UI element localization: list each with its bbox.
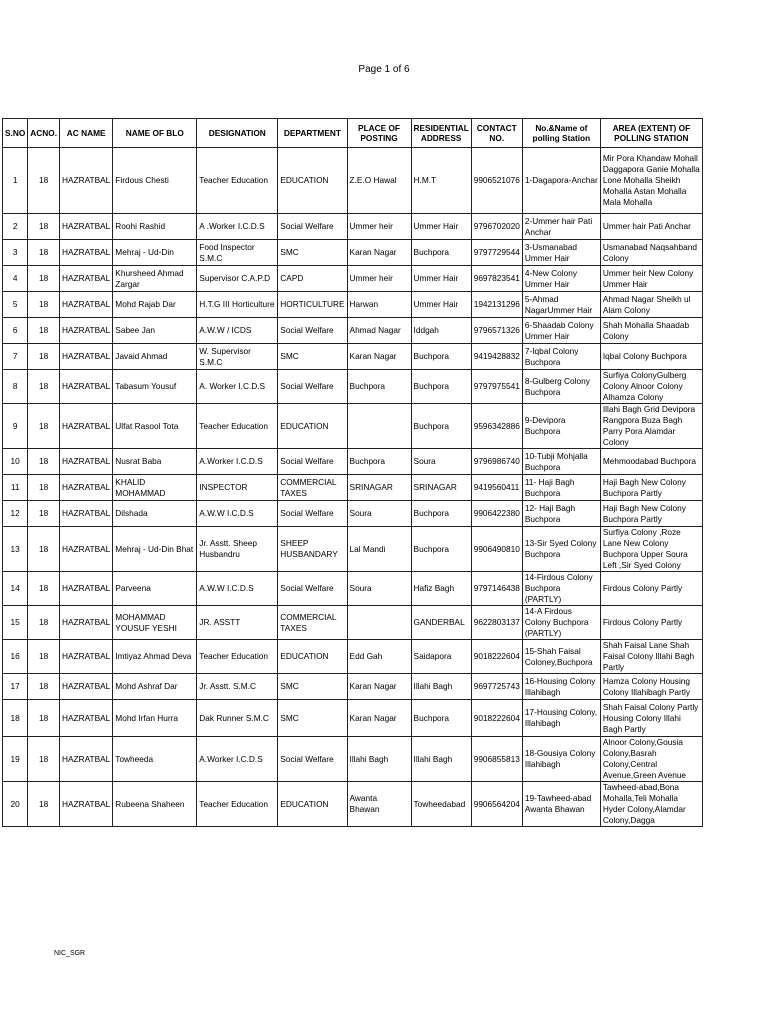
cell-address: Ummer Hair <box>411 266 471 292</box>
cell-area: Ummer hair Pati Anchar <box>600 214 702 240</box>
cell-ac-name: HAZRATBAL <box>60 527 113 572</box>
cell-polling-station: 5-Ahmad NagarUmmer Hair <box>522 292 600 318</box>
table-header-row <box>3 119 703 148</box>
cell-area: Ummer heir New Colony Ummer Hair <box>600 266 702 292</box>
cell-department: Social Welfare <box>278 318 347 344</box>
cell-designation: Dak Runner S.M.C <box>197 700 278 737</box>
cell-posting: Harwan <box>347 292 411 318</box>
cell-sno: 19 <box>3 737 28 782</box>
cell-department: Social Welfare <box>278 370 347 404</box>
cell-contact: 9796986740 <box>471 449 522 475</box>
table-row <box>3 674 703 700</box>
cell-designation: INSPECTOR <box>197 475 278 501</box>
cell-polling-station: 6-Shaadab Colony Ummer Hair <box>522 318 600 344</box>
cell-sno: 4 <box>3 266 28 292</box>
cell-acno: 18 <box>28 572 60 606</box>
cell-blo-name: Mehraj - Ud-Din Bhat <box>113 527 197 572</box>
cell-polling-station: 14-A Firdous Colony Buchpora (PARTLY) <box>522 606 600 640</box>
cell-ac-name: HAZRATBAL <box>60 370 113 404</box>
cell-ac-name: HAZRATBAL <box>60 700 113 737</box>
cell-acno: 18 <box>28 318 60 344</box>
cell-contact: 9596342886 <box>471 404 522 449</box>
cell-designation: Teacher Education <box>197 640 278 674</box>
table-row <box>3 640 703 674</box>
cell-acno: 18 <box>28 475 60 501</box>
cell-area: Tawheed-abad,Bona Mohalla,Teli Mohalla Hyder Colony,Alamdar Colony,Dagga <box>600 782 702 827</box>
cell-posting: Z.E.O Hawal <box>347 148 411 214</box>
cell-department: COMMERCIAL TAXES <box>278 475 347 501</box>
cell-blo-name: Mohd Irfan Hurra <box>113 700 197 737</box>
cell-address: Towheedabad <box>411 782 471 827</box>
col-header-residential-address: RESIDENTIAL ADDRESS <box>411 119 471 148</box>
cell-ac-name: HAZRATBAL <box>60 674 113 700</box>
cell-designation: A. Worker I.C.D.S <box>197 370 278 404</box>
cell-sno: 12 <box>3 501 28 527</box>
cell-posting: Ummer heir <box>347 214 411 240</box>
cell-sno: 2 <box>3 214 28 240</box>
cell-area: Mehmoodabad Buchpora <box>600 449 702 475</box>
cell-area: Mir Pora Khandaw Mohall Daggapora Ganie Mohalla Lone Mohalla Sheikh Mohalla Astan Mohalla Mala Mohalla <box>600 148 702 214</box>
cell-posting: Soura <box>347 572 411 606</box>
cell-posting: SRINAGAR <box>347 475 411 501</box>
cell-posting: Buchpora <box>347 449 411 475</box>
table-row <box>3 404 703 449</box>
col-header-polling-station: No.&Name of polling Station <box>522 119 600 148</box>
cell-designation: A.W.W I.C.D.S <box>197 501 278 527</box>
cell-blo-name: Mehraj - Ud-Din <box>113 240 197 266</box>
cell-address: Ummer Hair <box>411 292 471 318</box>
cell-sno: 13 <box>3 527 28 572</box>
cell-posting: Karan Nagar <box>347 674 411 700</box>
cell-contact: 9419560411 <box>471 475 522 501</box>
cell-contact: 9906855813 <box>471 737 522 782</box>
cell-acno: 18 <box>28 148 60 214</box>
cell-sno: 5 <box>3 292 28 318</box>
cell-ac-name: HAZRATBAL <box>60 214 113 240</box>
cell-area: Surfiya Colony ,Roze Lane New Colony Buchpora Upper Soura Left ,Sir Syed Colony <box>600 527 702 572</box>
cell-area: Firdous Colony Partly <box>600 572 702 606</box>
cell-ac-name: HAZRATBAL <box>60 240 113 266</box>
cell-sno: 9 <box>3 404 28 449</box>
cell-ac-name: HAZRATBAL <box>60 266 113 292</box>
cell-contact: 1942131296 <box>471 292 522 318</box>
table-row <box>3 240 703 266</box>
cell-polling-station: 11- Haji Bagh Buchpora <box>522 475 600 501</box>
cell-department: Social Welfare <box>278 449 347 475</box>
cell-acno: 18 <box>28 292 60 318</box>
col-header-designation: DESIGNATION <box>197 119 278 148</box>
cell-designation: A.W.W / ICDS <box>197 318 278 344</box>
col-header-contact-no: CONTACT NO. <box>471 119 522 148</box>
cell-designation: A .Worker I.C.D.S <box>197 214 278 240</box>
cell-sno: 8 <box>3 370 28 404</box>
cell-acno: 18 <box>28 640 60 674</box>
cell-ac-name: HAZRATBAL <box>60 782 113 827</box>
cell-acno: 18 <box>28 501 60 527</box>
cell-blo-name: Ulfat Rasool Tota <box>113 404 197 449</box>
cell-area: Firdous Colony Partly <box>600 606 702 640</box>
cell-address: H.M.T <box>411 148 471 214</box>
cell-posting <box>347 606 411 640</box>
cell-blo-name: Tabasum Yousuf <box>113 370 197 404</box>
cell-sno: 3 <box>3 240 28 266</box>
cell-address: GANDERBAL <box>411 606 471 640</box>
cell-area: Shah Mohalla Shaadab Colony <box>600 318 702 344</box>
cell-posting: Karan Nagar <box>347 240 411 266</box>
col-header-sno: S.NO <box>3 119 28 148</box>
cell-posting: Buchpora <box>347 370 411 404</box>
cell-address: Illahi Bagh <box>411 674 471 700</box>
cell-department: EDUCATION <box>278 148 347 214</box>
page-number: Page 1 of 6 <box>358 64 410 75</box>
table-row <box>3 572 703 606</box>
cell-polling-station: 3-Usmanabad Ummer Hair <box>522 240 600 266</box>
cell-contact: 9622803137 <box>471 606 522 640</box>
col-header-name-of-blo: NAME OF BLO <box>113 119 197 148</box>
cell-blo-name: MOHAMMAD YOUSUF YESHI <box>113 606 197 640</box>
cell-contact: 9018222604 <box>471 640 522 674</box>
cell-department: Social Welfare <box>278 501 347 527</box>
cell-area: Shah Faisal Lane Shah Faisal Colony Illahi Bagh Partly <box>600 640 702 674</box>
cell-department: SMC <box>278 240 347 266</box>
cell-department: SMC <box>278 344 347 370</box>
cell-contact: 9906521076 <box>471 148 522 214</box>
cell-ac-name: HAZRATBAL <box>60 292 113 318</box>
table-row <box>3 370 703 404</box>
cell-department: Social Welfare <box>278 737 347 782</box>
cell-designation: JR. ASSTT <box>197 606 278 640</box>
cell-sno: 20 <box>3 782 28 827</box>
cell-ac-name: HAZRATBAL <box>60 572 113 606</box>
cell-polling-station: 17-Housing Colony, Illahibagh <box>522 700 600 737</box>
cell-address: Buchpora <box>411 404 471 449</box>
cell-posting: Edd Gah <box>347 640 411 674</box>
cell-address: Ummer Hair <box>411 214 471 240</box>
table-row <box>3 344 703 370</box>
cell-department: Social Welfare <box>278 572 347 606</box>
cell-department: Social Welfare <box>278 214 347 240</box>
cell-posting: Soura <box>347 501 411 527</box>
cell-sno: 6 <box>3 318 28 344</box>
cell-contact: 9906490810 <box>471 527 522 572</box>
cell-polling-station: 4-New Colony Ummer Hair <box>522 266 600 292</box>
cell-sno: 1 <box>3 148 28 214</box>
cell-ac-name: HAZRATBAL <box>60 148 113 214</box>
cell-polling-station: 7-Iqbal Colony Buchpora <box>522 344 600 370</box>
cell-department: CAPD <box>278 266 347 292</box>
cell-address: Hafiz Bagh <box>411 572 471 606</box>
cell-acno: 18 <box>28 527 60 572</box>
cell-sno: 16 <box>3 640 28 674</box>
table-row <box>3 266 703 292</box>
cell-blo-name: Sabee Jan <box>113 318 197 344</box>
cell-sno: 15 <box>3 606 28 640</box>
cell-acno: 18 <box>28 700 60 737</box>
cell-posting: Ahmad Nagar <box>347 318 411 344</box>
cell-posting: Awanta Bhawan <box>347 782 411 827</box>
table-row <box>3 318 703 344</box>
cell-contact: 9797729544 <box>471 240 522 266</box>
table-row <box>3 475 703 501</box>
footer-code: NIC_SGR <box>54 950 86 957</box>
cell-contact: 9906564204 <box>471 782 522 827</box>
cell-designation: Teacher Education <box>197 404 278 449</box>
table-row <box>3 292 703 318</box>
cell-acno: 18 <box>28 606 60 640</box>
cell-address: Buchpora <box>411 344 471 370</box>
col-header-acno: ACNO. <box>28 119 60 148</box>
cell-blo-name: Mohd Rajab Dar <box>113 292 197 318</box>
table-row <box>3 148 703 214</box>
cell-contact: 9906422380 <box>471 501 522 527</box>
cell-designation: Teacher Education <box>197 782 278 827</box>
cell-contact: 9797146438 <box>471 572 522 606</box>
cell-address: Soura <box>411 449 471 475</box>
cell-sno: 18 <box>3 700 28 737</box>
col-header-area-extent: AREA (EXTENT) OF POLLING STATION <box>600 119 702 148</box>
cell-address: Saidapora <box>411 640 471 674</box>
cell-acno: 18 <box>28 344 60 370</box>
cell-sno: 14 <box>3 572 28 606</box>
cell-acno: 18 <box>28 370 60 404</box>
cell-address: Buchpora <box>411 700 471 737</box>
col-header-place-of-posting: PLACE OF POSTING <box>347 119 411 148</box>
col-header-ac-name: AC NAME <box>60 119 113 148</box>
cell-acno: 18 <box>28 240 60 266</box>
cell-polling-station: 14-Firdous Colony Buchpora (PARTLY) <box>522 572 600 606</box>
table-row <box>3 527 703 572</box>
cell-acno: 18 <box>28 737 60 782</box>
cell-address: Buchpora <box>411 527 471 572</box>
cell-acno: 18 <box>28 674 60 700</box>
cell-acno: 18 <box>28 404 60 449</box>
cell-blo-name: Firdous Chesti <box>113 148 197 214</box>
cell-polling-station: 9-Devipora Buchpora <box>522 404 600 449</box>
cell-designation: Food Inspector S.M.C <box>197 240 278 266</box>
cell-department: SMC <box>278 700 347 737</box>
cell-address: Buchpora <box>411 370 471 404</box>
cell-polling-station: 13-Sir Syed Colony Buchpora <box>522 527 600 572</box>
cell-acno: 18 <box>28 782 60 827</box>
cell-ac-name: HAZRATBAL <box>60 606 113 640</box>
cell-department: SMC <box>278 674 347 700</box>
cell-contact: 9796571326 <box>471 318 522 344</box>
cell-department: EDUCATION <box>278 782 347 827</box>
cell-sno: 7 <box>3 344 28 370</box>
cell-area: Alnoor Colony,Gousia Colony,Basrah Colony,Central Avenue,Green Avenue <box>600 737 702 782</box>
cell-contact: 9796702020 <box>471 214 522 240</box>
cell-designation: Teacher Education <box>197 148 278 214</box>
cell-department: SHEEP HUSBANDARY <box>278 527 347 572</box>
cell-polling-station: 16-Housing Colony Illahibagh <box>522 674 600 700</box>
cell-blo-name: Towheeda <box>113 737 197 782</box>
cell-area: Shah Faisal Colony Partly Housing Colony Illahi Bagh Partly <box>600 700 702 737</box>
cell-address: SRINAGAR <box>411 475 471 501</box>
cell-area: Illahi Bagh Grid Devipora Rangpora Buza Bagh Parry Pora Alamdar Colony <box>600 404 702 449</box>
cell-polling-station: 18-Gousiya Colony Illahibagh <box>522 737 600 782</box>
cell-ac-name: HAZRATBAL <box>60 640 113 674</box>
cell-designation: Jr. Asstt. S.M.C <box>197 674 278 700</box>
cell-address: Iddgah <box>411 318 471 344</box>
cell-acno: 18 <box>28 214 60 240</box>
cell-area: Hamza Colony Housing Colony Illahibagh Partly <box>600 674 702 700</box>
cell-ac-name: HAZRATBAL <box>60 737 113 782</box>
cell-contact: 9797975541 <box>471 370 522 404</box>
cell-area: Ahmad Nagar Sheikh ul Alam Colony <box>600 292 702 318</box>
cell-area: Haji Bagh New Colony Buchpora Partly <box>600 475 702 501</box>
cell-posting <box>347 404 411 449</box>
cell-designation: A.W.W I.C.D.S <box>197 572 278 606</box>
cell-polling-station: 15-Shah Faisal Coloney,Buchpora <box>522 640 600 674</box>
table-row <box>3 700 703 737</box>
cell-polling-station: 19-Tawheed-abad Awanta Bhawan <box>522 782 600 827</box>
cell-designation: Supervisor C.A.P.D <box>197 266 278 292</box>
cell-ac-name: HAZRATBAL <box>60 344 113 370</box>
cell-designation: W. Supervisor S.M.C <box>197 344 278 370</box>
cell-department: COMMERCIAL TAXES <box>278 606 347 640</box>
cell-ac-name: HAZRATBAL <box>60 449 113 475</box>
cell-designation: H.T.G III Horticulture <box>197 292 278 318</box>
cell-blo-name: Rubeena Shaheen <box>113 782 197 827</box>
cell-blo-name: Parveena <box>113 572 197 606</box>
cell-blo-name: Dilshada <box>113 501 197 527</box>
cell-polling-station: 1-Dagapora-Anchar <box>522 148 600 214</box>
cell-contact: 9697725743 <box>471 674 522 700</box>
cell-contact: 9419428832 <box>471 344 522 370</box>
table-row <box>3 606 703 640</box>
cell-contact: 9697823541 <box>471 266 522 292</box>
cell-acno: 18 <box>28 449 60 475</box>
cell-contact: 9018222604 <box>471 700 522 737</box>
cell-blo-name: Javaid Ahmad <box>113 344 197 370</box>
cell-sno: 17 <box>3 674 28 700</box>
cell-address: Buchpora <box>411 240 471 266</box>
cell-acno: 18 <box>28 266 60 292</box>
table-row <box>3 737 703 782</box>
cell-polling-station: 8-Gulberg Colony Buchpora <box>522 370 600 404</box>
cell-posting: Illahi Bagh <box>347 737 411 782</box>
cell-address: Illahi Bagh <box>411 737 471 782</box>
cell-designation: A.Worker I.C.D.S <box>197 737 278 782</box>
cell-blo-name: Roohi Rashid <box>113 214 197 240</box>
cell-department: HORTICULTURE <box>278 292 347 318</box>
cell-posting: Lal Mandi <box>347 527 411 572</box>
cell-blo-name: Nusrat Baba <box>113 449 197 475</box>
table-row <box>3 782 703 827</box>
cell-blo-name: Mohd Ashraf Dar <box>113 674 197 700</box>
cell-ac-name: HAZRATBAL <box>60 318 113 344</box>
cell-blo-name: Imtiyaz Ahmad Deva <box>113 640 197 674</box>
cell-sno: 10 <box>3 449 28 475</box>
cell-polling-station: 12- Haji Bagh Buchpora <box>522 501 600 527</box>
cell-blo-name: KHALID MOHAMMAD <box>113 475 197 501</box>
cell-blo-name: Khursheed Ahmad Zargar <box>113 266 197 292</box>
cell-designation: Jr. Asstt. Sheep Husbandru <box>197 527 278 572</box>
cell-department: EDUCATION <box>278 640 347 674</box>
cell-area: Surfiya ColonyGulberg Colony Alnoor Colony Alhamza Colony <box>600 370 702 404</box>
blo-table <box>2 118 703 827</box>
table-row <box>3 501 703 527</box>
cell-posting: Karan Nagar <box>347 700 411 737</box>
cell-posting: Karan Nagar <box>347 344 411 370</box>
cell-area: Iqbal Colony Buchpora <box>600 344 702 370</box>
cell-posting: Ummer heir <box>347 266 411 292</box>
cell-area: Haji Bagh New Colony Buchpora Partly <box>600 501 702 527</box>
table-row <box>3 214 703 240</box>
cell-area: Usmanabad Naqsahband Colony <box>600 240 702 266</box>
cell-sno: 11 <box>3 475 28 501</box>
cell-ac-name: HAZRATBAL <box>60 404 113 449</box>
cell-address: Buchpora <box>411 501 471 527</box>
cell-polling-station: 10-Tubji Mohjalla Buchpora <box>522 449 600 475</box>
cell-polling-station: 2-Ummer hair Pati Anchar <box>522 214 600 240</box>
col-header-department: DEPARTMENT <box>278 119 347 148</box>
cell-department: EDUCATION <box>278 404 347 449</box>
cell-ac-name: HAZRATBAL <box>60 501 113 527</box>
cell-designation: A.Worker I.C.D.S <box>197 449 278 475</box>
cell-ac-name: HAZRATBAL <box>60 475 113 501</box>
table-row <box>3 449 703 475</box>
